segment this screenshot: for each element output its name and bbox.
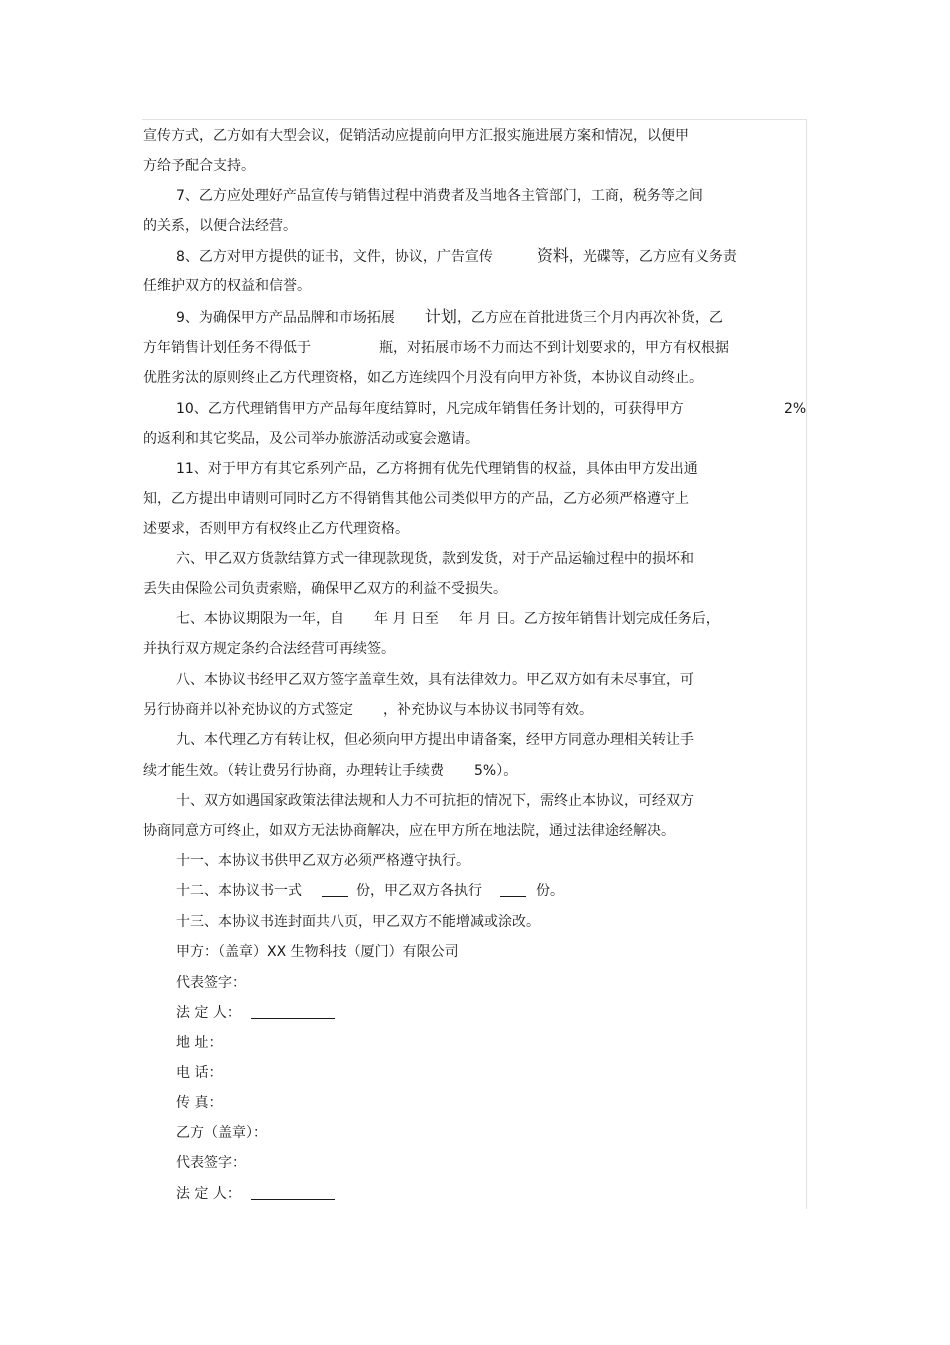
legal-person-blank xyxy=(251,1004,335,1019)
paragraph-line: 优胜劣汰的原则终止乙方代理资格，如乙方连续四个月没有向甲方补货，本协议自动终止。 xyxy=(143,370,703,386)
clause-ten: 十、双方如遇国家政策法律法规和人力不可抗拒的情况下，需终止本协议，可经双方 xyxy=(176,793,694,809)
paragraph-line xyxy=(143,701,593,719)
paragraph-line: 并执行双方规定条约合法经营可再续签。 xyxy=(143,641,395,657)
legal-person xyxy=(176,1004,335,1022)
clause-thirteen: 十三、本协议书连封面共八页，甲乙双方不能增减或涂改。 xyxy=(176,914,540,930)
fax: 传 真： xyxy=(176,1095,223,1111)
text-span: 七、本协议期限为一年，自 xyxy=(176,611,344,627)
text-span: 9、为确保甲方产品品牌和市场拓展 xyxy=(176,310,395,326)
paragraph-line: 方给予配合支持。 xyxy=(143,158,255,174)
text-span: 5%）。 xyxy=(474,763,518,779)
legal-person-b xyxy=(176,1185,335,1203)
paragraph-line: 宣传方式，乙方如有大型会议，促销活动应提前向甲方汇报实施进展方案和情况，以便甲 xyxy=(143,128,689,144)
text-span: 份，甲乙双方各执行 xyxy=(356,883,482,899)
paragraph-line xyxy=(143,762,517,780)
paragraph-line: 知，乙方提出申请则可同时乙方不得销售其他公司类似甲方的产品，乙方必须严格遵守上 xyxy=(143,491,689,507)
text-span: 瓶，对拓展市场不力而达不到计划要求的，甲方有权根据 xyxy=(379,340,729,356)
address: 地 址： xyxy=(176,1035,223,1051)
clause-eight: 八、本协议书经甲乙双方签字盖章生效，具有法律效力。甲乙双方如有未尽事宜，可 xyxy=(176,672,694,688)
text-span: 方年销售计划任务不得低于 xyxy=(143,340,311,356)
text-span: 十二、本协议书一式 xyxy=(176,883,302,899)
clause-10: 10、乙方代理销售甲方产品每年度结算时，凡完成年销售任务计划的，可获得甲方 xyxy=(176,401,684,417)
party-a: 甲方：（盖章）XX 生物科技（厦门）有限公司 xyxy=(176,944,459,960)
text-span: 资料 xyxy=(536,246,569,265)
rebate-percent: 2% xyxy=(784,401,807,417)
clause-eleven: 十一、本协议书供甲乙双方必须严格遵守执行。 xyxy=(176,853,470,869)
clause-9 xyxy=(176,308,723,327)
text-span: ，光碟等，乙方应有义务责 xyxy=(568,249,737,265)
party-b: 乙方（盖章）： xyxy=(176,1125,267,1141)
clause-twelve xyxy=(176,882,564,900)
paragraph-line xyxy=(143,339,729,357)
paragraph-line: 协商同意方可终止，如双方无法协商解决，应在甲方所在地法院，通过法律途经解决。 xyxy=(143,823,675,839)
text-span: 年 月 日。乙方按年销售计划完成任务后， xyxy=(458,611,720,627)
text-span: 8、乙方对甲方提供的证书，文件，协议，广告宣传 xyxy=(176,249,493,265)
text-span: 计划 xyxy=(424,307,457,326)
paragraph-line: 任维护双方的权益和信誉。 xyxy=(143,278,311,294)
text-span: 法 定 人： xyxy=(176,1186,241,1202)
text-span: 年 月 日至 xyxy=(374,611,439,627)
clause-7: 7、乙方应处理好产品宣传与销售过程中消费者及当地各主管部门，工商，税务等之间 xyxy=(176,188,703,204)
paragraph-line: 的关系，以便合法经营。 xyxy=(143,218,297,234)
copies-blank xyxy=(322,882,348,897)
clause-8 xyxy=(176,247,737,266)
text-span: 续才能生效。（转让费另行协商，办理转让手续费 xyxy=(143,763,444,779)
text-span: 法 定 人： xyxy=(176,1005,241,1021)
legal-person-b-blank xyxy=(251,1185,335,1200)
text-span: ，乙方应在首批进货三个月内再次补货，乙 xyxy=(456,310,723,326)
text-span: ，补充协议与本协议书同等有效。 xyxy=(383,702,593,718)
copies-each-blank xyxy=(500,882,526,897)
paragraph-line: 述要求，否则甲方有权终止乙方代理资格。 xyxy=(143,521,409,537)
representative-signature: 代表签字： xyxy=(176,975,246,991)
representative-signature-b: 代表签字： xyxy=(176,1155,246,1171)
text-span: 另行协商并以补充协议的方式签定 xyxy=(143,702,353,718)
clause-nine: 九、本代理乙方有转让权，但必须向甲方提出申请备案，经甲方同意办理相关转让手 xyxy=(176,732,694,748)
paragraph-line: 丢失由保险公司负责索赔，确保甲乙双方的利益不受损失。 xyxy=(143,581,507,597)
phone: 电 话： xyxy=(176,1065,223,1081)
text-span: 份。 xyxy=(536,883,564,899)
clause-11: 11、对于甲方有其它系列产品，乙方将拥有优先代理销售的权益，具体由甲方发出通 xyxy=(176,461,698,477)
clause-seven xyxy=(176,610,720,628)
clause-six: 六、甲乙双方货款结算方式一律现款现货，款到发货，对于产品运输过程中的损坏和 xyxy=(176,551,694,567)
paragraph-line: 的返利和其它奖品，及公司举办旅游活动或宴会邀请。 xyxy=(143,431,479,447)
